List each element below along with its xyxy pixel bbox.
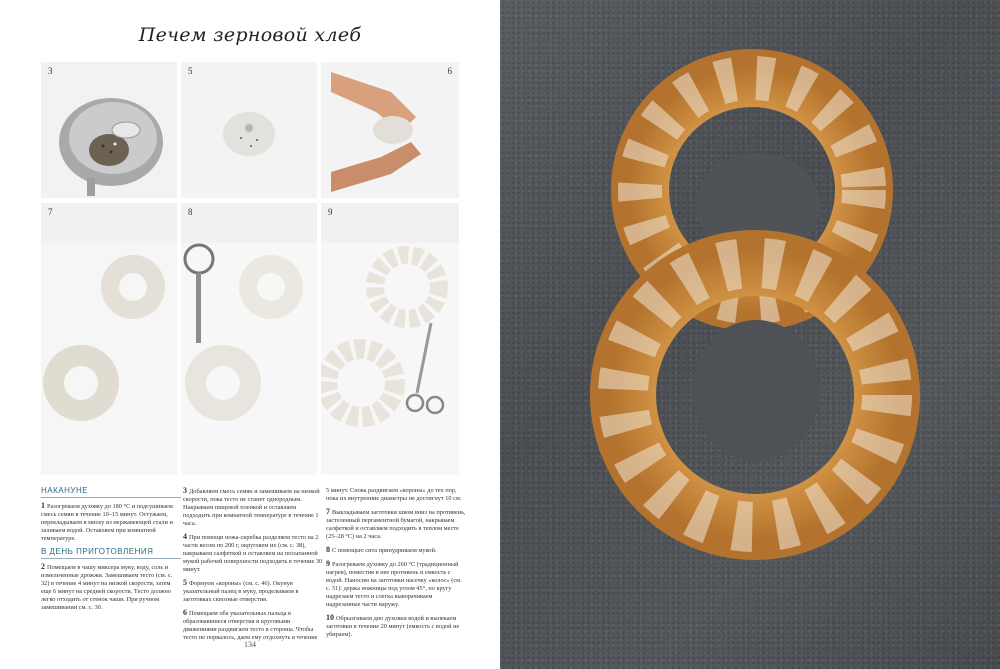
bread-photo [500, 0, 1000, 669]
page-number: 134 [244, 640, 256, 649]
step-paragraph: 7 Выкладываем заготовки швом вниз на противень, застеленный пергаментной бумагой, накрываем салфеткой и оставляем подходить в теплом месте (25–28 °С) на 2 часа. [326, 507, 466, 540]
step-paragraph: 3 Добавляем смесь семян и замешиваем на низкой скорости, пока тесто не станет однородным. Накрываем пищевой пленкой и оставляем подходить при комнатной температуре в течение 1 часа. [183, 486, 320, 527]
text-column-3 [326, 487, 466, 644]
photo-step-3 [41, 62, 177, 198]
step-number: 7 [48, 207, 53, 217]
sieve-dusting-image [181, 203, 317, 475]
photo-step-6 [321, 62, 459, 198]
section-heading-before: НАКАНУНЕ [41, 487, 181, 498]
step-paragraph: 5 минут. Снова раздвигаем «короны» до тех пор, пока их внутренние диаметры не достигнут 10 см. [326, 487, 462, 502]
mixer-bowl-image [41, 62, 177, 198]
step-paragraph: 1 Разогреваем духовку до 180 °С и подсушиваем смесь семян в течение 10–15 минут. Остужаем, перекладываем в миску из нержавеющей стали и заливаем водой. Оставляем при комнатной температуре. [41, 501, 173, 542]
photo-step-9 [321, 203, 459, 475]
step-paragraph: 6 Помещаем оба указательных пальца в образовавшиеся отверстия и круговыми движениями раздвигаем тесто в стороны. Чтобы тесто не порвалось, даем ему отдохнуть в течение [183, 608, 318, 641]
step-paragraph: 8 С помощью сита припудриваем мукой. [326, 545, 437, 554]
photo-step-8 [181, 203, 317, 475]
rings-on-paper-image [41, 203, 177, 475]
dough-ball-image [181, 62, 317, 198]
step-number: 6 [447, 66, 452, 76]
step-paragraph: 4 При помощи ножа-скребка разделяем тесто на 2 части весом по 200 г, округляем их (см. с. 38), накрываем салфеткой и оставляем на посыпанной мукой рабочей поверхности подходить в течение 30 минут. [183, 532, 323, 573]
text-column-2 [183, 487, 323, 647]
baked-bread-rings-image [500, 0, 1000, 669]
step-number: 9 [328, 207, 333, 217]
photo-step-5 [181, 62, 317, 198]
photo-step-7 [41, 203, 177, 475]
step-number: 5 [188, 66, 193, 76]
step-paragraph: 10 Обрызгиваем дно духовки водой и выпекаем заготовки в течение 20 минут (емкость с водой не убираем). [326, 613, 460, 638]
step-number: 8 [188, 207, 193, 217]
step-paragraph: 5 Формуем «короны» (см. с. 46). Окунув указательный палец в муку, проделываем в заготовках сквозные отверстия. [183, 578, 299, 603]
page-title: Печем зерновой хлеб [138, 24, 362, 46]
scissors-cut-rings-image [321, 203, 459, 475]
text-column-1 [41, 487, 181, 617]
hands-shaping-image [321, 62, 459, 198]
step-number: 3 [48, 66, 53, 76]
step-paragraph: 9 Разогреваем духовку до 260 °С (традиционный нагрев), поместив в нее противень и емкость с водой. Наносим на заготовки насечку «колос» (см. с. 51): держа ножницы под углом 45°, по кругу надрезаем тесто и слегка выворачиваем надрезанные части наружу. [326, 559, 462, 608]
section-heading-day: В ДЕНЬ ПРИГОТОВЛЕНИЯ [41, 548, 181, 559]
step-paragraph: 2 Помещаем в чашу миксера муку, воду, соль и измельченные дрожжи. Замешиваем тесто (см. с. 32) в течение 4 минут на низкой скорости, затем еще 6 минут на средней скорости. Тесто должно легко отходить от стенок чаши. При ручном замешивании см. с. 30. [41, 562, 173, 611]
